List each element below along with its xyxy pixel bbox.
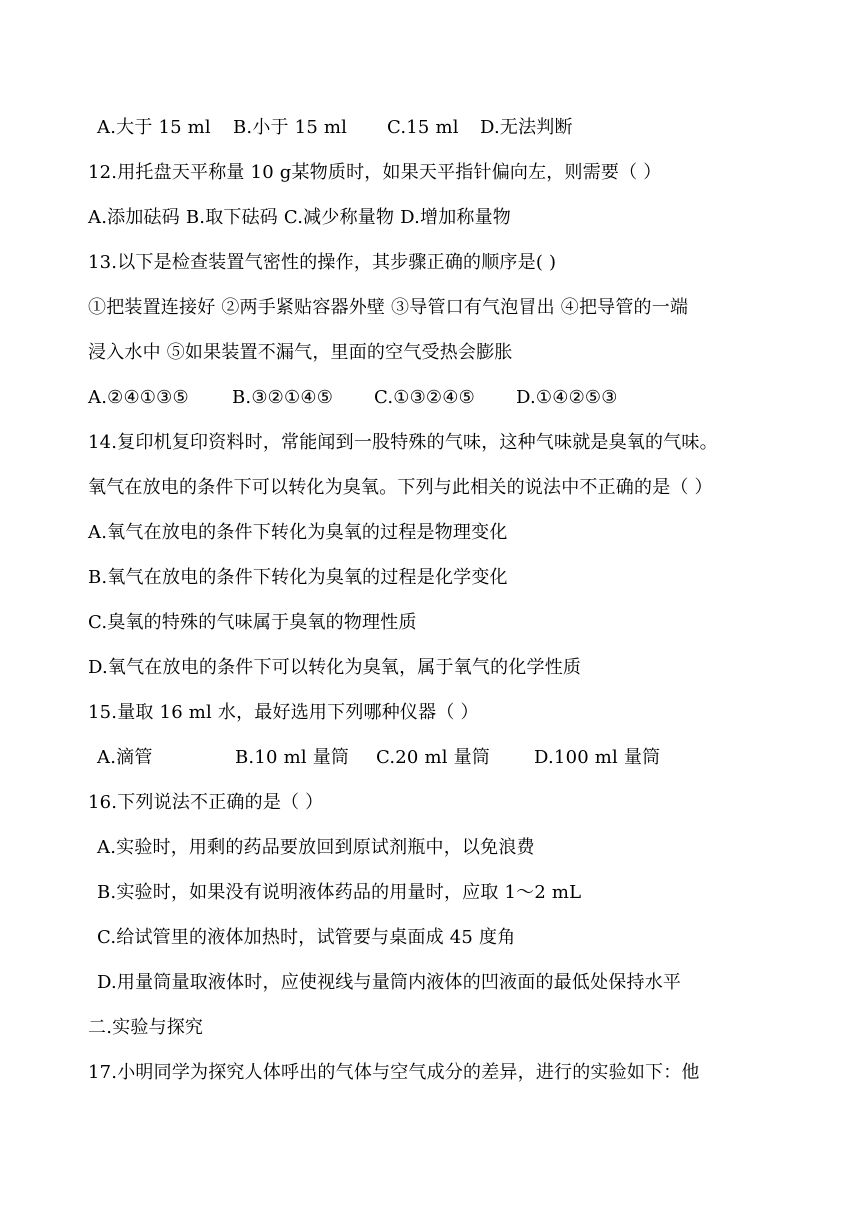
- q13-option-c: C.①③②④⑤: [374, 387, 475, 408]
- q13-options: [88, 386, 618, 410]
- q16-option-d: D.用量筒量取液体时，应使视线与量筒内液体的凹液面的最低处保持水平: [97, 972, 682, 993]
- question-17: 17.小明同学为探究人体呼出的气体与空气成分的差异，进行的实验如下：他: [88, 1062, 700, 1083]
- question-15: 15.量取 16 ml 水，最好选用下列哪种仪器（ ）: [88, 702, 479, 723]
- q13-steps-line-2: 浸入水中 ⑤如果装置不漏气，里面的空气受热会膨胀: [88, 342, 513, 363]
- question-13: 13.以下是检查装置气密性的操作，其步骤正确的顺序是( ): [88, 252, 557, 273]
- q13-option-b: B.③②①④⑤: [232, 387, 334, 408]
- question-12: 12.用托盘天平称量 10 g某物质时，如果天平指针偏向左，则需要（ ）: [88, 162, 662, 183]
- question-16: 16.下列说法不正确的是（ ）: [88, 792, 324, 813]
- q11-option-b: B.小于 15 ml: [233, 117, 348, 138]
- q16-option-c: C.给试管里的液体加热时，试管要与桌面成 45 度角: [97, 927, 516, 948]
- q11-option-a: A.大于 15 ml: [97, 117, 211, 138]
- q12-options: A.添加砝码 B.取下砝码 C.减少称量物 D.增加称量物: [88, 207, 511, 228]
- q13-steps-line-1: ①把装置连接好 ②两手紧贴容器外壁 ③导管口有气泡冒出 ④把导管的一端: [88, 297, 689, 318]
- question-14-line-2: 氧气在放电的条件下可以转化为臭氧。下列与此相关的说法中不正确的是（ ）: [88, 477, 713, 498]
- q14-option-d: D.氧气在放电的条件下可以转化为臭氧，属于氧气的化学性质: [88, 657, 582, 678]
- q14-option-a: A.氧气在放电的条件下转化为臭氧的过程是物理变化: [88, 522, 508, 543]
- q11-options: [97, 116, 573, 140]
- q15-option-b: B.10 ml 量筒: [235, 747, 350, 768]
- q16-option-b: B.实验时，如果没有说明液体药品的用量时，应取 1～2 mL: [97, 882, 582, 903]
- q15-options: [97, 746, 660, 770]
- q14-option-b: B.氧气在放电的条件下转化为臭氧的过程是化学变化: [88, 567, 508, 588]
- section-heading: 二.实验与探究: [88, 1017, 204, 1038]
- q15-option-c: C.20 ml 量筒: [376, 747, 491, 768]
- q13-option-d: D.①④②⑤③: [516, 387, 618, 408]
- q11-option-d: D.无法判断: [480, 117, 573, 138]
- q16-option-a: A.实验时，用剩的药品要放回到原试剂瓶中，以免浪费: [97, 837, 535, 858]
- question-14-line-1: 14.复印机复印资料时，常能闻到一股特殊的气味，这种气味就是臭氧的气味。: [88, 432, 718, 453]
- q15-option-a: A.滴管: [97, 747, 153, 768]
- q13-option-a: A.②④①③⑤: [88, 387, 189, 408]
- q11-option-c: C.15 ml: [387, 117, 459, 138]
- q14-option-c: C.臭氧的特殊的气味属于臭氧的物理性质: [88, 612, 417, 633]
- q15-option-d: D.100 ml 量筒: [534, 747, 661, 768]
